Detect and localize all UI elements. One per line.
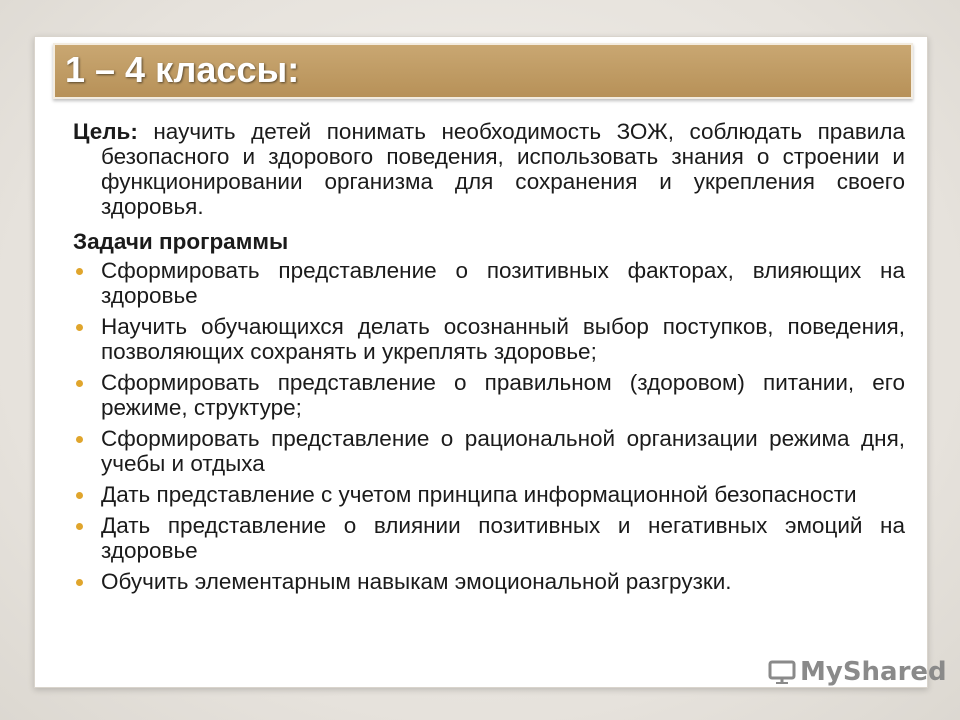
task-text: Сформировать представление о позитивных факторах, влияющих на здоровье	[101, 258, 905, 308]
goal-text: научить детей понимать необходимость ЗОЖ, соблюдать правила безопасного и здорового поведения, использовать знания о строении и функционировании организма для сохранения и укрепления своего здоровья.	[101, 119, 905, 219]
bullet-icon	[76, 492, 83, 499]
task-item	[73, 258, 905, 308]
task-item	[73, 370, 905, 420]
bullet-icon	[76, 523, 83, 530]
title-bar	[53, 43, 913, 99]
goal-paragraph	[73, 119, 905, 219]
task-item	[73, 482, 905, 507]
watermark-text: MyShared	[800, 657, 947, 687]
slide-content	[73, 119, 905, 600]
goal-label: Цель:	[73, 119, 138, 144]
task-item	[73, 513, 905, 563]
task-text: Дать представление с учетом принципа информационной безопасности	[101, 482, 857, 507]
slide-card	[34, 36, 928, 688]
task-item	[73, 569, 905, 594]
bullet-icon	[76, 579, 83, 586]
tasks-heading: Задачи программы	[73, 229, 289, 254]
task-item	[73, 314, 905, 364]
task-text: Сформировать представление о рациональной организации режима дня, учебы и отдыха	[101, 426, 905, 476]
tasks-list	[73, 258, 905, 594]
bullet-icon	[76, 380, 83, 387]
bullet-icon	[76, 436, 83, 443]
bullet-icon	[76, 268, 83, 275]
task-text: Сформировать представление о правильном (здоровом) питании, его режиме, структуре;	[101, 370, 905, 420]
task-text: Дать представление о влиянии позитивных и негативных эмоций на здоровье	[101, 513, 905, 563]
slide-title: 1 – 4 классы:	[65, 49, 300, 90]
watermark[interactable]	[768, 656, 947, 688]
presentation-board-icon	[768, 660, 796, 684]
bullet-icon	[76, 324, 83, 331]
task-text: Научить обучающихся делать осознанный выбор поступков, поведения, позволяющих сохранять и укреплять здоровье;	[101, 314, 905, 364]
task-text: Обучить элементарным навыкам эмоциональной разгрузки.	[101, 569, 732, 594]
task-item	[73, 426, 905, 476]
